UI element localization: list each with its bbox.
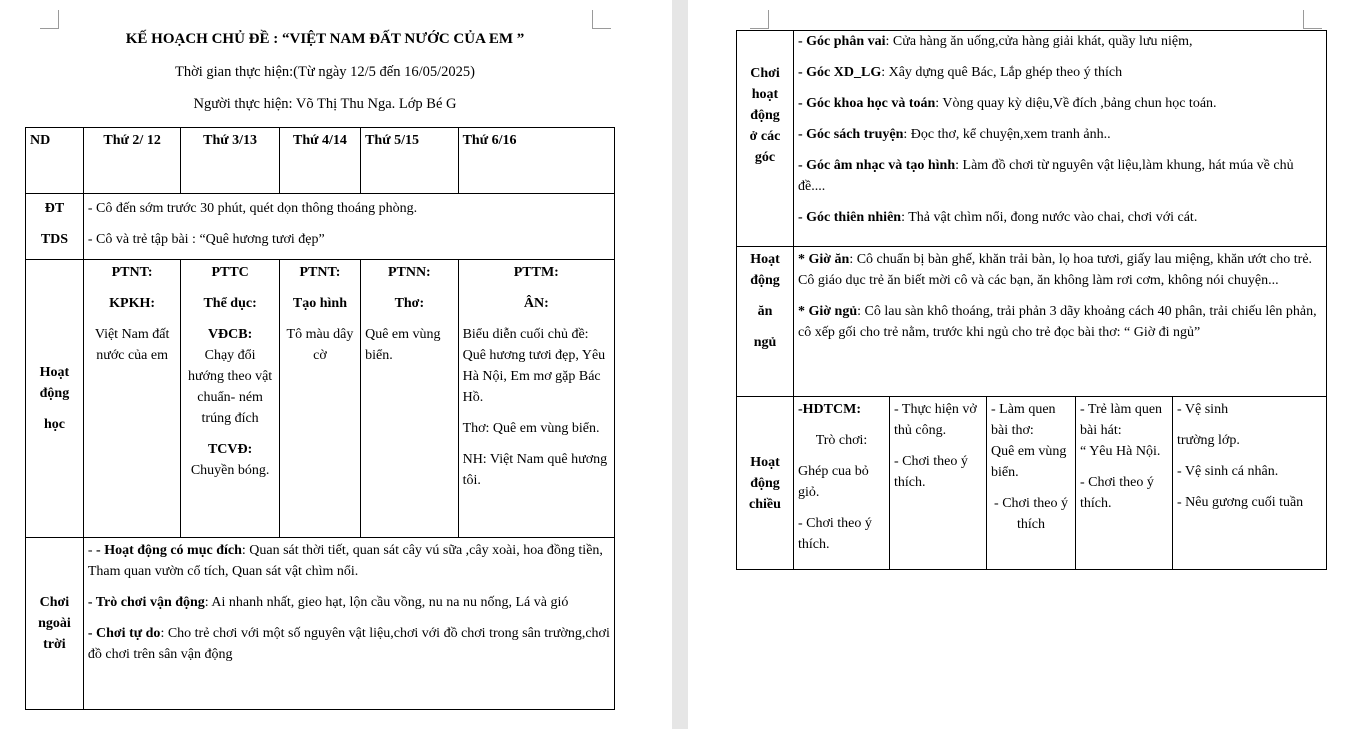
corner-item: - Góc phân vai: Cửa hàng ăn uống,cửa hàng giải khát, quầy lưu niệm, [798, 34, 1193, 49]
document-page-left [0, 0, 672, 729]
header-fri: Thứ 6/16 [458, 128, 614, 194]
row-corner-play [737, 31, 1327, 247]
weekly-plan-table [25, 127, 615, 710]
row-label-dt-tds: ĐT TDS [26, 194, 84, 260]
crop-mark-top-right [1303, 10, 1322, 29]
header-mon: Thứ 2/ 12 [83, 128, 180, 194]
row-meal-sleep [737, 247, 1327, 397]
afternoon-fri: - Vệ sinh trường lớp. - Vệ sinh cá nhân. - Nêu gương cuối tuần [1173, 397, 1327, 570]
row-label-choi-o-cac-goc: Chơi hoạt động ở các góc [737, 31, 794, 247]
document-page-right [688, 0, 1350, 729]
activity-thu: PTNN: Thơ: Quê em vùng biển. [361, 260, 458, 538]
row-label-choi-ngoai-troi: Chơi ngoài trời [26, 538, 84, 710]
row-label-hoat-dong-chieu: Hoạt động chiều [737, 397, 794, 570]
header-wed: Thứ 4/14 [279, 128, 360, 194]
corner-item: - Góc âm nhạc và tạo hình: Làm đồ chơi từ nguyên vật liệu,làm khung, hát múa về chủ đề.... [798, 158, 1294, 194]
corner-play-content [794, 31, 1327, 247]
afternoon-wed: - Làm quen bài thơ: Quê em vùng biển. - Chơi theo ý thích [987, 397, 1076, 570]
table-header-row [26, 128, 615, 194]
document-title: KẾ HOẠCH CHỦ ĐỀ : “VIỆT NAM ĐẤT NƯỚC CỦA EM ” [125, 31, 525, 47]
header-nd: ND [26, 128, 84, 194]
row-label-hoat-dong-hoc: Hoạt động học [26, 260, 84, 538]
crop-mark-top-left [750, 10, 769, 29]
activity-wed: PTNT: Tạo hình Tô màu dây cờ [279, 260, 360, 538]
morning-exercise-content: - Cô đến sớm trước 30 phút, quét dọn thông thoáng phòng. - Cô và trẻ tập bài : “Quê hương tươi đẹp” [83, 194, 614, 260]
crop-mark-top-right [592, 10, 611, 29]
crop-mark-top-left [40, 10, 59, 29]
page-separator [672, 0, 688, 729]
outdoor-play-content: - - Hoạt động có mục đích: Quan sát thời tiết, quan sát cây vú sữa ,cây xoài, hoa đồng tiền, Tham quan vườn cổ tích, Quan sát vật chìm nổi. - Trò chơi vận động: Ai nhanh nhất, gieo hạt, lộn cầu vồng, nu na nu nống, Lá và gió - Chơi tự do: Cho trẻ chơi với một số nguyên vật liệu,chơi với đồ chơi trong sân trường,chơi đồ chơi trên sân vận động [83, 538, 614, 710]
activity-mon: PTNT: KPKH: Việt Nam đất nước của em [83, 260, 180, 538]
meal-sleep-content: * Giờ ăn: Cô chuẩn bị bàn ghế, khăn trải bàn, lọ hoa tươi, giấy lau miệng, khăn ướt cho trẻ. Cô giáo dục trẻ ăn biết mời cô và các bạn, ăn không làm rơi cơm, không nói chuyện... * Giờ ngủ: Cô lau sàn khô thoáng, trải phản 3 dãy khoảng cách 40 phân, trải chiếu lên phản, cô xếp gối cho trẻ nằm, trước khi ngủ cho trẻ đọc bài thơ: “ Giờ đi ngủ” [794, 247, 1327, 397]
header-thu: Thứ 5/15 [361, 128, 458, 194]
corner-item: - Góc sách truyện: Đọc thơ, kể chuyện,xem tranh ảnh.. [798, 127, 1111, 142]
afternoon-thu: - Trẻ làm quen bài hát: “ Yêu Hà Nội. - Chơi theo ý thích. [1076, 397, 1173, 570]
weekly-plan-table-continued [736, 30, 1327, 570]
document-author: Người thực hiện: Võ Thị Thu Nga. Lớp Bé G [193, 96, 457, 112]
row-outdoor-play [26, 538, 615, 710]
activity-tue: PTTC Thể dục: VĐCB: Chạy đổi hướng theo vật chuẩn- ném trúng đích TCVĐ: Chuyền bóng. [181, 260, 280, 538]
row-label-an-ngu: Hoạt động ăn ngủ [737, 247, 794, 397]
header-tue: Thứ 3/13 [181, 128, 280, 194]
corner-item: - Góc khoa học và toán: Vòng quay kỳ diệu,Về đích ,bảng chun học toán. [798, 96, 1217, 111]
row-learning-activities [26, 260, 615, 538]
row-afternoon-activities [737, 397, 1327, 570]
afternoon-mon: -HDTCM: Trò chơi: Ghép cua bỏ giỏ. - Chơi theo ý thích. [794, 397, 890, 570]
corner-item: - Góc thiên nhiên: Thả vật chìm nổi, đong nước vào chai, chơi với cát. [798, 210, 1198, 225]
activity-fri: PTTM: ÂN: Biểu diễn cuối chủ đề: Quê hương tươi đẹp, Yêu Hà Nội, Em mơ gặp Bác Hồ. Thơ: Quê em vùng biển. NH: Việt Nam quê hương tôi. [458, 260, 614, 538]
document-time-range: Thời gian thực hiện:(Từ ngày 12/5 đến 16/05/2025) [174, 64, 476, 80]
afternoon-tue: - Thực hiện vở thủ công. - Chơi theo ý thích. [890, 397, 987, 570]
row-morning-exercise [26, 194, 615, 260]
corner-item: - Góc XD_LG: Xây dựng quê Bác, Lắp ghép theo ý thích [798, 65, 1123, 80]
